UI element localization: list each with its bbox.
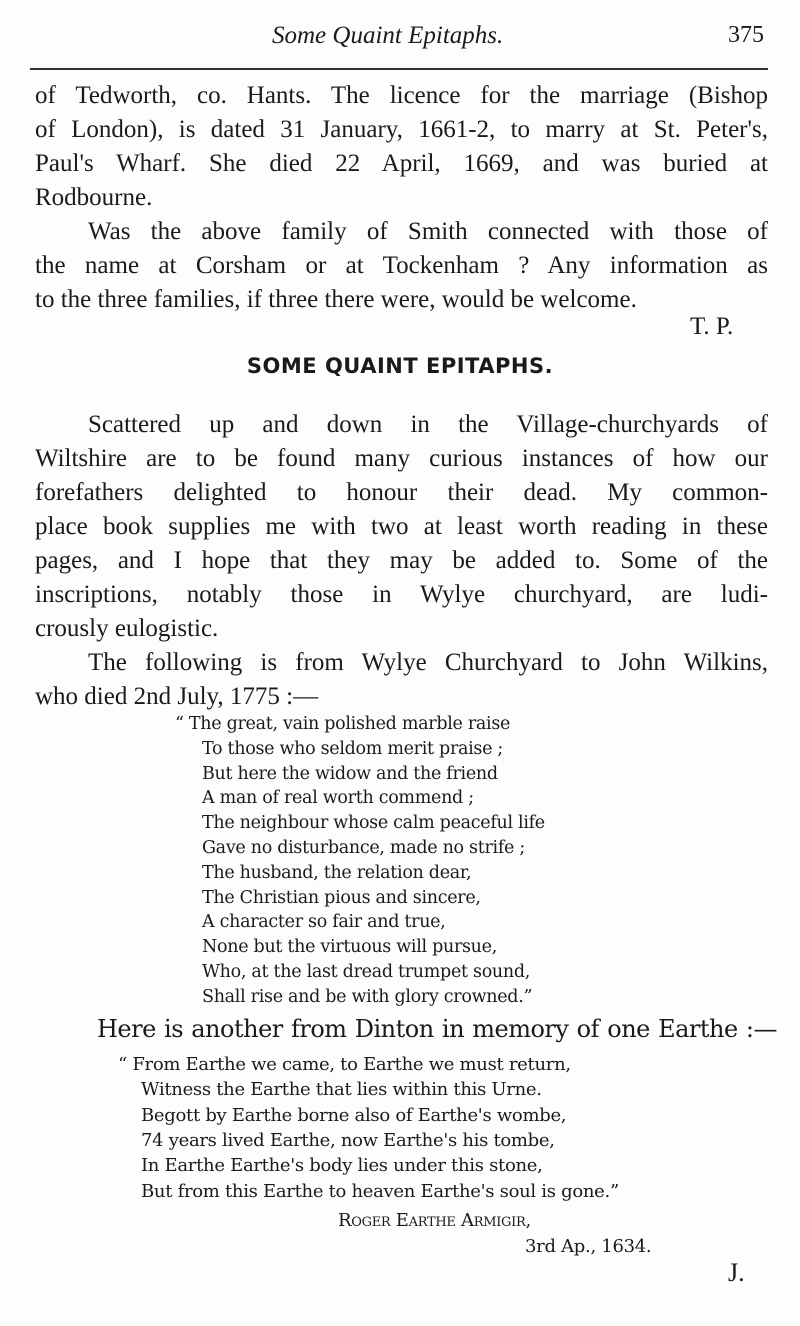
paragraph-line: Scattered up and down in the Village-churchyards of: [88, 411, 768, 438]
paragraph-line: the name at Corsham or at Tockenham ? Any information as: [35, 252, 768, 279]
paragraph-line: crously eulogistic.: [35, 615, 219, 642]
poem-line: A man of real worth commend ;: [202, 788, 474, 809]
paragraph-line: Rodbourne.: [35, 184, 153, 211]
running-title: Some Quaint Epitaphs.: [272, 22, 504, 49]
poem-line: Shall rise and be with glory crowned.”: [202, 986, 533, 1007]
poem-line: “ From Earthe we came, to Earthe we must return,: [118, 1054, 571, 1075]
header-rule: [30, 68, 768, 70]
poem-line: The Christian pious and sincere,: [202, 887, 481, 908]
poem-line: “ The great, vain polished marble raise: [175, 714, 511, 734]
paragraph-line: Here is another from Dinton in memory of one Earthe :—: [97, 1015, 777, 1043]
paragraph-line: Paul's Wharf. She died 22 April, 1669, and was buried at: [35, 150, 768, 177]
section-heading: SOME QUAINT EPITAPHS.: [246, 354, 554, 378]
poem-line: Witness the Earthe that lies within this Urne.: [141, 1079, 542, 1101]
paragraph-line: who died 2nd July, 1775 :—: [35, 683, 319, 710]
poem-line: A character so fair and true,: [202, 912, 446, 933]
poem-line: Who, at the last dread trumpet sound,: [202, 962, 531, 982]
paragraph-line: to the three families, if three there were, would be welcome.: [35, 286, 637, 313]
poem-line: In Earthe Earthe's body lies under this stone,: [141, 1155, 543, 1177]
paragraph-line: of Tedworth, co. Hants. The licence for the marriage (Bishop: [35, 82, 768, 109]
paragraph-line: place book supplies me with two at least worth reading in these: [35, 513, 768, 540]
signature-j: J.: [728, 1258, 745, 1287]
poem-line: But from this Earthe to heaven Earthe's soul is gone.”: [141, 1180, 619, 1202]
poem-line: But here the widow and the friend: [202, 763, 498, 784]
poem-line: None but the virtuous will pursue,: [202, 937, 497, 958]
poem-line: 74 years lived Earthe, now Earthe's his tombe,: [141, 1129, 555, 1151]
paragraph-line: forefathers delighted to honour their dead. My common-: [35, 479, 768, 506]
attribution-date: 3rd Ap., 1634.: [525, 1236, 652, 1257]
signature-tp: T. P.: [690, 313, 734, 340]
paragraph-line: Wiltshire are to be found many curious instances of how our: [35, 445, 768, 472]
poem-line: The neighbour whose calm peaceful life: [202, 813, 545, 834]
poem-line: Begott by Earthe borne also of Earthe's wombe,: [141, 1104, 567, 1126]
paragraph-line: of London), is dated 31 January, 1661-2, to marry at St. Peter's,: [35, 116, 768, 143]
poem-line: Gave no disturbance, made no strife ;: [202, 838, 525, 858]
paragraph-line: Was the above family of Smith connected with those of: [88, 218, 768, 245]
paragraph-line: The following is from Wylye Churchyard to John Wilkins,: [88, 649, 768, 676]
poem-line: To those who seldom merit praise ;: [202, 738, 504, 759]
page-number: 375: [728, 22, 764, 48]
poem-line: The husband, the relation dear,: [202, 862, 472, 883]
paragraph-line: pages, and I hope that they may be added to. Some of the: [35, 547, 768, 574]
attribution-name: Roger Earthe Armigir,: [338, 1210, 531, 1231]
paragraph-line: inscriptions, notably those in Wylye churchyard, are ludi-: [35, 581, 768, 608]
